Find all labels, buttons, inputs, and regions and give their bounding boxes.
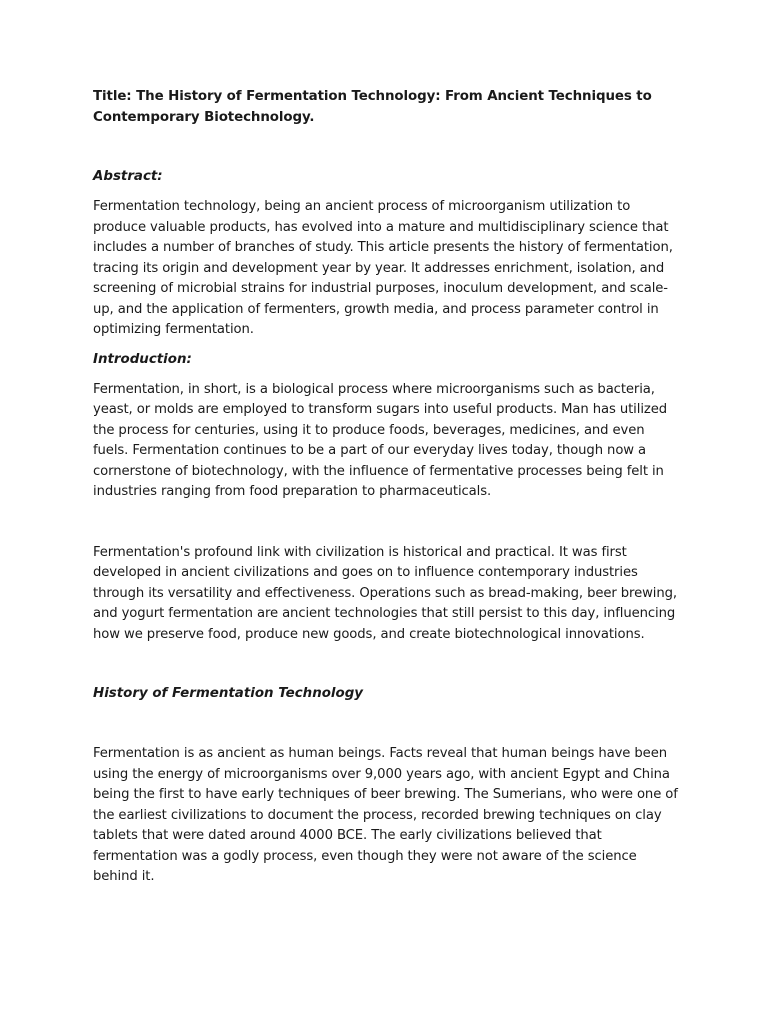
abstract-paragraph: Fermentation technology, being an ancient process of microorganism utilization to produce valuable products, has evolved into a mature and multidisciplinary science that includes a number of branches of study. This article presents the history of fermentation, tracing its origin and development year by year. It addresses enrichment, isolation, and screening of microbial strains for industrial purposes, inoculum development, and scale-up, and the application of fermenters, growth media, and process parameter control in optimizing fermentation.	[93, 199, 673, 337]
history-heading: History of Fermentation Technology	[93, 686, 364, 701]
history-paragraph: Fermentation is as ancient as human beings. Facts reveal that human beings have been using the energy of microorganisms over 9,000 years ago, with ancient Egypt and China being the first to have early techniques of beer brewing. The Sumerians, who were one of the earliest civilizations to document the process, recorded brewing techniques on clay tablets that were dated around 4000 BCE. The early civilizations believed that fermentation was a godly process, even though they were not aware of the science behind it.	[93, 746, 678, 884]
introduction-paragraph-2: Fermentation's profound link with civilization is historical and practical. It was first developed in ancient civilizations and goes on to influence contemporary industries through its versatility and effectiveness. Operations such as bread-making, beer brewing, and yogurt fermentation are ancient technologies that still persist to this day, influencing how we preserve food, produce new goods, and create biotechnological innovations.	[93, 544, 677, 642]
document-title: Title: The History of Fermentation Technology: From Ancient Techniques to Contemporary Biotechnology.	[93, 89, 652, 125]
abstract-heading: Abstract:	[93, 169, 163, 184]
document-page	[93, 86, 683, 888]
introduction-paragraph-1: Fermentation, in short, is a biological process where microorganisms such as bacteria, yeast, or molds are employed to transform sugars into useful products. Man has utilized the process for centuries, using it to produce foods, beverages, medicines, and even fuels. Fermentation continues to be a part of our everyday lives today, though now a cornerstone of biotechnology, with the influence of fermentative processes being felt in industries ranging from food preparation to pharmaceuticals.	[93, 381, 667, 499]
introduction-heading: Introduction:	[93, 351, 192, 367]
